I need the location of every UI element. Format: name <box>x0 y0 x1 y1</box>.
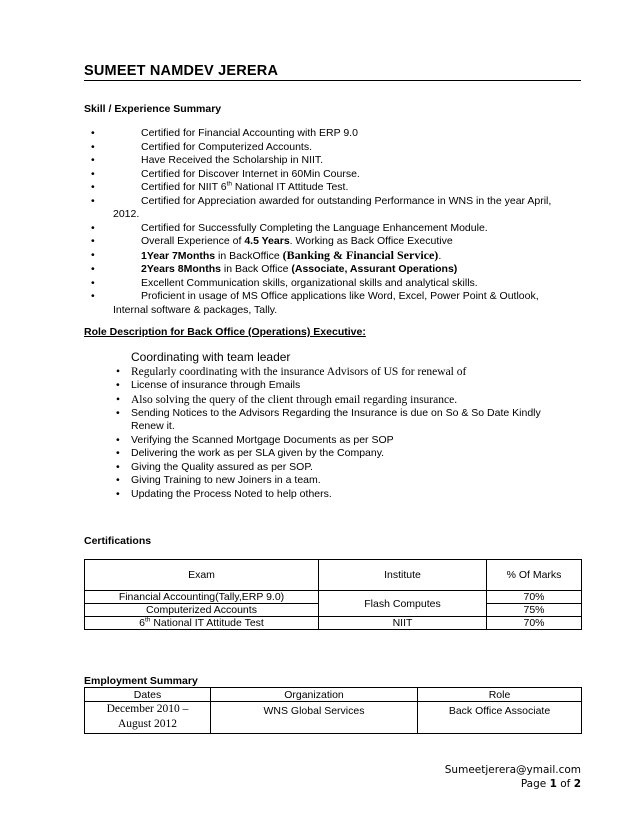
table-row <box>85 617 582 630</box>
department-bold: (Associate, Assurant Operations) <box>291 263 458 275</box>
skill-text: . Working as Back Office Executive <box>289 235 453 247</box>
page-label: Page <box>520 778 550 790</box>
exam-text: National IT Attitude Test <box>150 617 264 629</box>
list-item <box>84 195 564 222</box>
role-text-continued: Renew it. <box>131 420 175 432</box>
list-item <box>114 434 554 448</box>
institute-cell: Flash Computes <box>319 591 487 617</box>
date-start: December 2010 – <box>106 703 189 715</box>
table-row <box>85 702 582 734</box>
column-header-marks: % Of Marks <box>487 560 582 591</box>
role-text: Also solving the query of the client through email regarding insurance. <box>131 393 458 406</box>
marks-cell: 70% <box>487 617 582 630</box>
list-item <box>114 488 554 502</box>
list-item <box>84 263 564 277</box>
footer-email: Sumeetjerera@ymail.com <box>444 764 581 776</box>
role-text: Updating the Process Noted to help others. <box>131 487 332 500</box>
page-number <box>521 778 581 790</box>
role-heading: Coordinating with team leader <box>131 350 291 364</box>
experience-years: 4.5 Years <box>244 235 290 247</box>
superscript: th <box>144 616 151 624</box>
exam-cell <box>85 617 319 630</box>
table-header-row <box>85 560 582 591</box>
list-item <box>84 235 564 249</box>
candidate-name: SUMEET NAMDEV JERERA <box>84 63 581 81</box>
column-header-institute: Institute <box>319 560 487 591</box>
role-cell: Back Office Associate <box>418 702 582 734</box>
skill-text: Certified for Successfully Completing the Language Enhancement Module. <box>141 221 488 234</box>
role-section-title: Role Description for Back Office (Operations) Executive: <box>84 326 366 338</box>
exam-text: 6 <box>139 617 145 629</box>
role-text: Giving the Quality assured as per SOP. <box>131 460 313 473</box>
list-item <box>84 277 564 291</box>
role-text: Giving Training to new Joiners in a team. <box>131 474 321 486</box>
skill-text: Certified for Appreciation awarded for outstanding Performance in WNS in the year April, <box>141 194 552 207</box>
role-text: License of insurance through Emails <box>131 379 301 391</box>
table-header-row <box>85 688 582 702</box>
list-item <box>84 249 564 264</box>
certifications-section-title: Certifications <box>84 535 152 547</box>
skill-text-continued: 2012. <box>113 208 140 220</box>
list-item <box>84 181 564 195</box>
skill-text: Have Received the Scholarship in NIIT. <box>141 154 324 166</box>
skill-text: Excellent Communication skills, organizational skills and analytical skills. <box>141 276 478 289</box>
skill-text: . <box>438 249 442 262</box>
list-item <box>84 127 564 141</box>
skill-text: Certified for Computerized Accounts. <box>141 140 312 153</box>
role-text: Verifying the Scanned Mortgage Documents as per SOP <box>131 433 394 446</box>
column-header-exam: Exam <box>85 560 319 591</box>
dates-cell <box>85 702 211 734</box>
page-total: 2 <box>573 778 581 790</box>
skills-list <box>84 127 564 317</box>
marks-cell: 70% <box>487 591 582 604</box>
list-item <box>114 461 554 475</box>
skill-text: Overall Experience of <box>141 235 245 247</box>
skill-text: in BackOffice <box>215 249 283 262</box>
certifications-table <box>84 559 582 630</box>
role-list <box>114 365 554 501</box>
skills-section-title: Skill / Experience Summary <box>84 103 222 115</box>
role-text: Sending Notices to the Advisors Regarding the Insurance is due on So & So Date Kindly <box>131 406 541 419</box>
skill-text-continued: Internal software & packages, Tally. <box>113 303 278 316</box>
list-item <box>114 393 554 407</box>
list-item <box>84 141 564 155</box>
department-bold: (Banking & Financial Service) <box>282 247 439 262</box>
skill-text: Certified for Financial Accounting with ERP 9.0 <box>141 127 358 139</box>
list-item <box>84 154 564 168</box>
list-item <box>114 474 554 488</box>
marks-cell: 75% <box>487 604 582 617</box>
skill-text: Certified for NIIT 6 <box>141 181 227 193</box>
institute-cell: NIIT <box>319 617 487 630</box>
skill-text: in Back Office <box>220 263 292 275</box>
date-end: August 2012 <box>117 718 178 730</box>
list-item <box>84 168 564 182</box>
list-item <box>114 447 554 461</box>
column-header-dates: Dates <box>85 688 211 702</box>
skill-text: National IT Attitude Test. <box>232 181 349 193</box>
list-item <box>84 290 564 317</box>
role-text: Delivering the work as per SLA given by the Company. <box>131 447 385 459</box>
skill-text: Certified for Discover Internet in 60Min Course. <box>141 167 360 180</box>
table-row <box>85 591 582 604</box>
duration-bold: 2Years 8Months <box>141 263 221 275</box>
list-item <box>114 365 554 379</box>
column-header-role: Role <box>418 688 582 702</box>
role-text: Regularly coordinating with the insurance Advisors of US for renewal of <box>131 366 467 378</box>
list-item <box>114 407 554 434</box>
page-current: 1 <box>549 778 557 790</box>
exam-cell: Computerized Accounts <box>85 604 319 617</box>
skill-text: Proficient in usage of MS Office applications like Word, Excel, Power Point & Outlook, <box>141 290 539 302</box>
employment-section-title: Employment Summary <box>84 675 198 687</box>
page-of-label: of <box>556 778 574 790</box>
employment-table <box>84 687 582 734</box>
superscript: th <box>226 180 233 188</box>
column-header-organization: Organization <box>211 688 418 702</box>
list-item <box>84 222 564 236</box>
exam-cell: Financial Accounting(Tally,ERP 9.0) <box>85 591 319 604</box>
duration-bold: 1Year 7Months <box>141 249 216 262</box>
organization-cell: WNS Global Services <box>211 702 418 734</box>
list-item <box>114 379 554 393</box>
